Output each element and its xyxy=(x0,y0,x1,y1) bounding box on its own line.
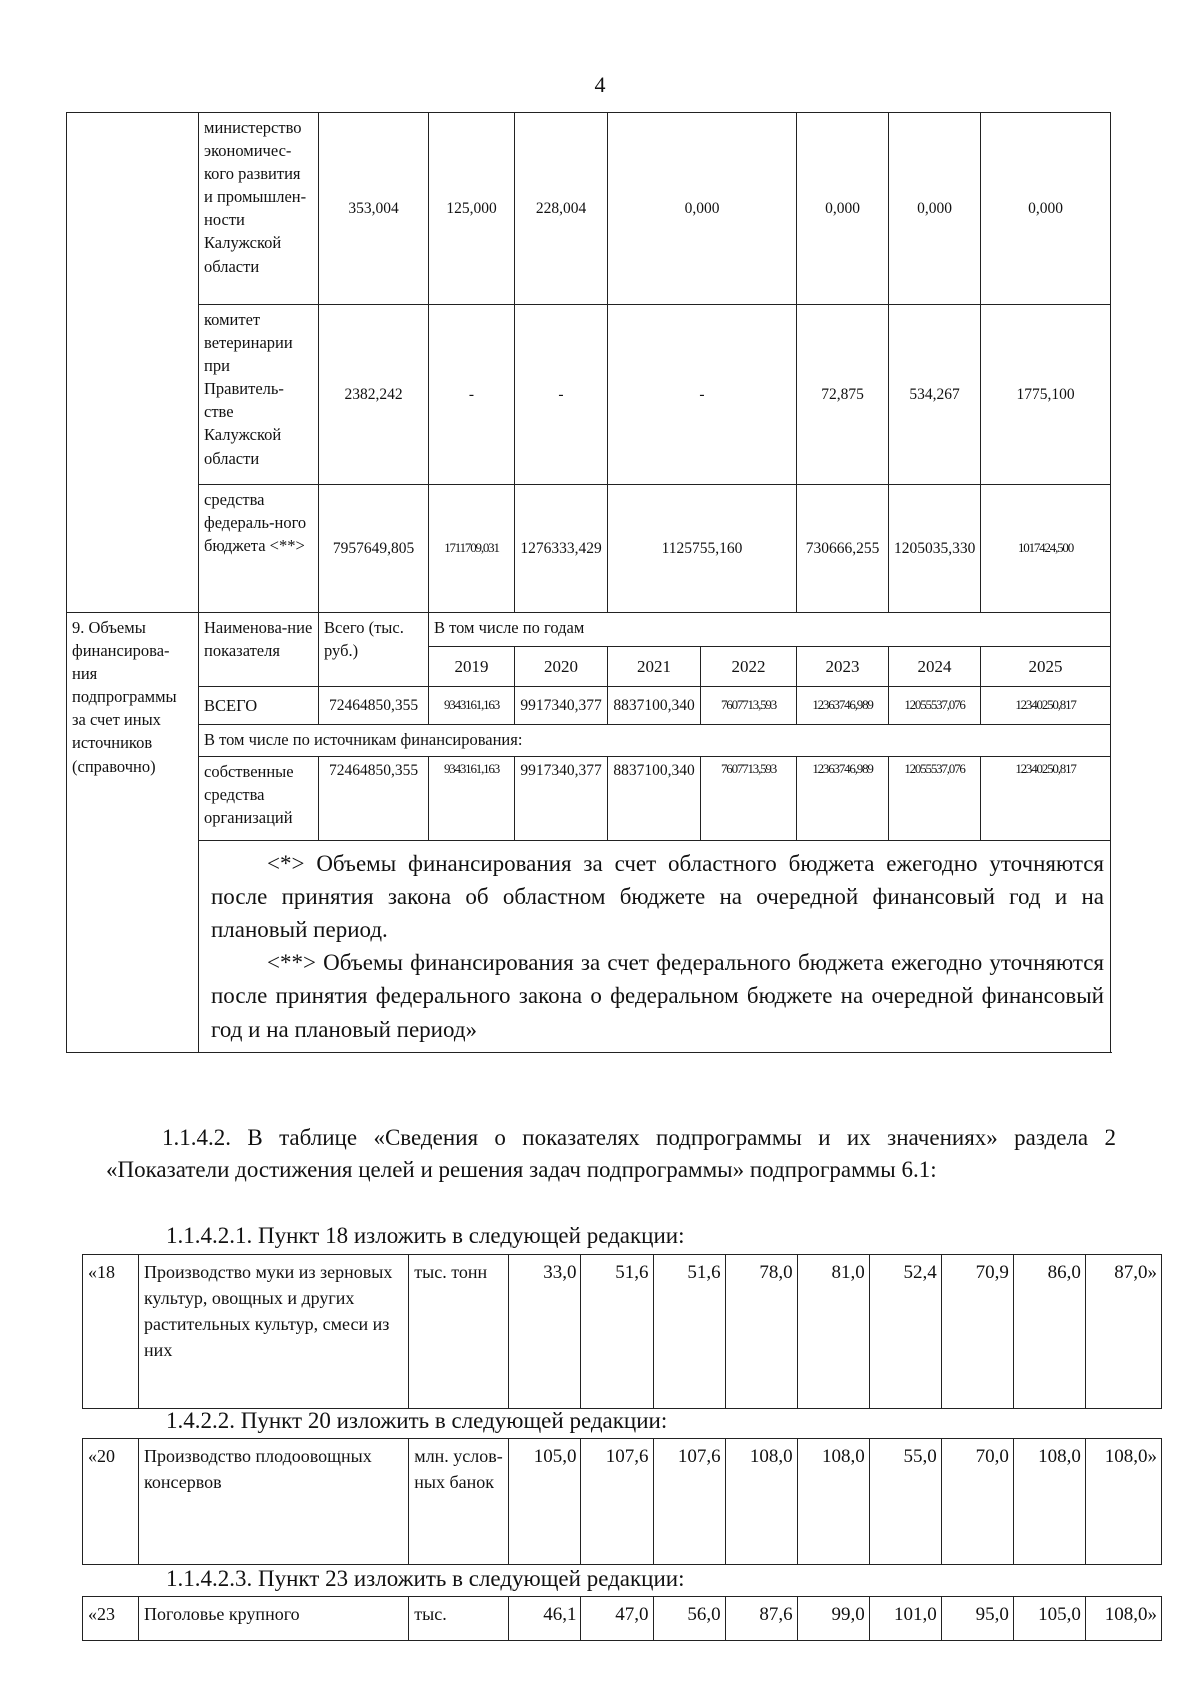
item-heading: 1.4.2.2. Пункт 20 изложить в следующей редакции: xyxy=(166,1408,668,1433)
value-cell: 81,0 xyxy=(797,1255,869,1409)
value-total: 7957649,805 xyxy=(319,485,429,613)
value-2023: 1205035,330 xyxy=(889,485,981,613)
value-cell: 56,0 xyxy=(653,1597,725,1641)
table-row xyxy=(67,113,1111,305)
value-total: 2382,242 xyxy=(319,305,429,485)
own-funds-label: собственные средства организаций xyxy=(199,757,319,841)
indicator-unit: тыс. xyxy=(409,1597,509,1641)
year-header: 2020 xyxy=(515,647,608,687)
value-2022: 0,000 xyxy=(797,113,889,305)
item-number: «23 xyxy=(83,1597,139,1641)
page-number: 4 xyxy=(594,72,606,97)
table-row xyxy=(83,1255,1162,1409)
value-2023: 0,000 xyxy=(889,113,981,305)
table-row xyxy=(67,687,1111,725)
value-cell: 95,0 xyxy=(941,1597,1013,1641)
table-row xyxy=(83,1597,1162,1641)
section-9-label: 9. Объемы финансирова-ния подпрограммы за счет иных источников (справочно) xyxy=(67,613,199,1053)
own-2022: 7607713,593 xyxy=(701,757,797,841)
indicator-unit: тыс. тонн xyxy=(409,1255,509,1409)
own-2023: 12363746,989 xyxy=(797,757,889,841)
source-name: министерство экономичес-кого развития и промышлен-ности Калужской области xyxy=(199,113,319,305)
indicator-name: Производство плодоовощных консервов xyxy=(139,1439,409,1565)
value-2021: - xyxy=(608,305,797,485)
value-cell: 108,0» xyxy=(1085,1439,1161,1565)
indicator-unit: млн. услов-ных банок xyxy=(409,1439,509,1565)
value-cell: 99,0 xyxy=(797,1597,869,1641)
value-2022: 730666,255 xyxy=(797,485,889,613)
year-header: 2021 xyxy=(608,647,701,687)
value-2021: 0,000 xyxy=(608,113,797,305)
indicator-table xyxy=(82,1254,1162,1409)
value-cell: 51,6 xyxy=(653,1255,725,1409)
table-row xyxy=(67,485,1111,613)
paragraph-1-1-4-2 xyxy=(106,1122,1116,1185)
total-label: ВСЕГО xyxy=(199,687,319,725)
value-cell: 105,0 xyxy=(509,1439,581,1565)
value-cell: 86,0 xyxy=(1013,1255,1085,1409)
source-name: средства федераль-ного бюджета <**> xyxy=(199,485,319,613)
value-cell: 87,0» xyxy=(1085,1255,1161,1409)
year-header: 2019 xyxy=(429,647,515,687)
year-header: 2024 xyxy=(889,647,981,687)
value-cell: 70,0 xyxy=(941,1439,1013,1565)
paragraph-text: 1.1.4.2. В таблице «Сведения о показателях подпрограммы и их значениях» раздела 2 «Показатели достижения целей и решения задач подпрограммы» подпрограммы 6.1: xyxy=(106,1125,1116,1182)
own-2024: 12055537,076 xyxy=(889,757,981,841)
value-cell: 46,1 xyxy=(509,1597,581,1641)
value-cell: 108,0 xyxy=(1013,1439,1085,1565)
value-cell: 101,0 xyxy=(869,1597,941,1641)
own-value: 72464850,355 xyxy=(319,757,429,841)
indicator-name: Поголовье крупного xyxy=(139,1597,409,1641)
col-total-header: Всего (тыс. руб.) xyxy=(319,613,429,687)
year-header: 2025 xyxy=(981,647,1111,687)
own-2025: 12340250,817 xyxy=(981,757,1111,841)
item-heading: 1.1.4.2.1. Пункт 18 изложить в следующей редакции: xyxy=(166,1223,685,1248)
item-number: «20 xyxy=(83,1439,139,1565)
total-2022: 7607713,593 xyxy=(701,687,797,725)
value-cell: 47,0 xyxy=(581,1597,653,1641)
footnote-2: <**> Объемы финансирования за счет федерального бюджета ежегодно уточняются после принятия федерального закона о федеральном бюджете на очередной финансовый год и на плановый период» xyxy=(211,950,1104,1042)
value-2024: 0,000 xyxy=(981,113,1111,305)
value-2020: - xyxy=(515,305,608,485)
total-2020: 9917340,377 xyxy=(515,687,608,725)
item-number: «18 xyxy=(83,1255,139,1409)
total-2025: 12340250,817 xyxy=(981,687,1111,725)
value-cell: 87,6 xyxy=(725,1597,797,1641)
by-sources-header: В том числе по источникам финансирования: xyxy=(199,725,1111,757)
item-heading: 1.1.4.2.3. Пункт 23 изложить в следующей редакции: xyxy=(166,1566,685,1591)
value-cell: 52,4 xyxy=(869,1255,941,1409)
total-2024: 12055537,076 xyxy=(889,687,981,725)
value-2020: 228,004 xyxy=(515,113,608,305)
value-2023: 534,267 xyxy=(889,305,981,485)
value-2019: 1711709,031 xyxy=(429,485,515,613)
value-2019: - xyxy=(429,305,515,485)
value-2021: 1125755,160 xyxy=(608,485,797,613)
source-name: комитет ветеринарии при Правитель-стве Калужской области xyxy=(199,305,319,485)
empty-label-cell xyxy=(67,113,199,613)
year-header: 2022 xyxy=(701,647,797,687)
value-cell: 107,6 xyxy=(581,1439,653,1565)
value-cell: 55,0 xyxy=(869,1439,941,1565)
indicator-table xyxy=(82,1438,1162,1565)
value-cell: 108,0» xyxy=(1085,1597,1161,1641)
table-row xyxy=(67,841,1111,1053)
value-cell: 70,9 xyxy=(941,1255,1013,1409)
value-2019: 125,000 xyxy=(429,113,515,305)
indicator-name: Производство муки из зерновых культур, овощных и других растительных культур, смеси из них xyxy=(139,1255,409,1409)
value-cell: 108,0 xyxy=(797,1439,869,1565)
total-2021: 8837100,340 xyxy=(608,687,701,725)
value-total: 353,004 xyxy=(319,113,429,305)
total-2019: 9343161,163 xyxy=(429,687,515,725)
financing-table xyxy=(66,112,1111,1053)
value-cell: 108,0 xyxy=(725,1439,797,1565)
table-row xyxy=(83,1439,1162,1565)
table-row xyxy=(67,757,1111,841)
value-cell: 105,0 xyxy=(1013,1597,1085,1641)
value-2020: 1276333,429 xyxy=(515,485,608,613)
own-2020: 9917340,377 xyxy=(515,757,608,841)
value-2024: 1775,100 xyxy=(981,305,1111,485)
value-cell: 78,0 xyxy=(725,1255,797,1409)
footnote-1: <*> Объемы финансирования за счет областного бюджета ежегодно уточняются после принятия закона об областном бюджете на очередной финансовый год и на плановый период. xyxy=(211,851,1104,943)
year-header: 2023 xyxy=(797,647,889,687)
value-cell: 33,0 xyxy=(509,1255,581,1409)
col-name-header: Наименова-ние показателя xyxy=(199,613,319,687)
by-years-header: В том числе по годам xyxy=(429,613,1111,647)
own-2019: 9343161,163 xyxy=(429,757,515,841)
total-2023: 12363746,989 xyxy=(797,687,889,725)
indicator-table xyxy=(82,1596,1162,1641)
value-cell: 51,6 xyxy=(581,1255,653,1409)
value-cell: 107,6 xyxy=(653,1439,725,1565)
value-2024: 1017424,500 xyxy=(981,485,1111,613)
table-row xyxy=(67,305,1111,485)
own-2021: 8837100,340 xyxy=(608,757,701,841)
total-value: 72464850,355 xyxy=(319,687,429,725)
table-row xyxy=(67,725,1111,757)
table-row xyxy=(67,613,1111,647)
value-2022: 72,875 xyxy=(797,305,889,485)
footnotes xyxy=(199,841,1111,1053)
